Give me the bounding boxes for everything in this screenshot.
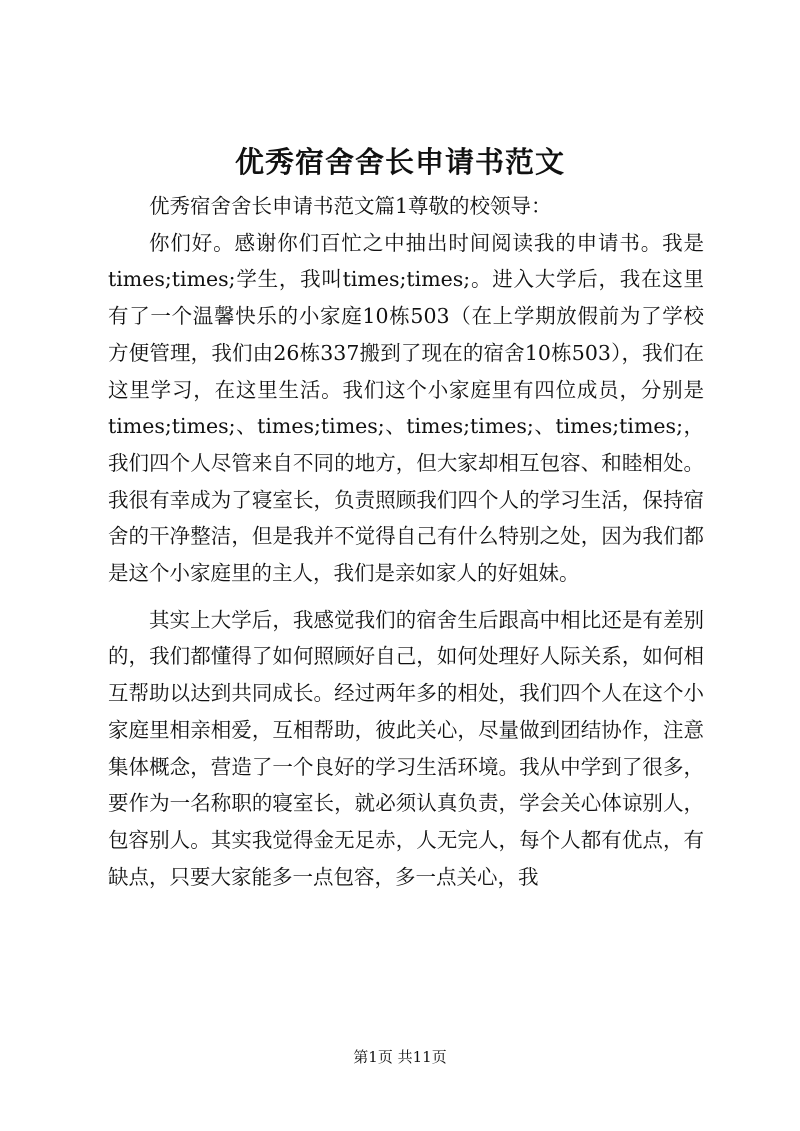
paragraph-greeting: 优秀宿舍舍长申请书范文篇1尊敬的校领导： bbox=[149, 194, 552, 218]
page-number-footer: 第1页 共11页 bbox=[353, 1048, 447, 1066]
paragraph-reflection: 其实上大学后，我感觉我们的宿舍生后跟高中相比还是有差别的，我们都懂得了如何照顾好自己，如何处理好人际关系，如何相互帮助以达到共同成长。经过两年多的相处，我们四个人在这个小家庭里相亲相爱，互相帮助，彼此关心，尽量做到团结协作，注意集体概念，营造了一个良好的学习生活环境。我从中学到了很多，要作为一名称职的寝室长，就必须认真负责，学会关心体谅别人，包容别人。其实我觉得金无足赤，人无完人，每个人都有优点，有缺点，只要大家能多一点包容，多一点关心，我 bbox=[108, 607, 704, 889]
document-title: 优秀宿舍舍长申请书范文 bbox=[234, 145, 565, 179]
paragraph-introduction: 你们好。感谢你们百忙之中抽出时间阅读我的申请书。我是times;times;学生，我叫times;times;。进入大学后，我在这里有了一个温馨快乐的小家庭10栋503（在上学期放假前为了学校方便管理，我们由26栋337搬到了现在的宿舍10栋503），我们在这里学习，在这里生活。我们这个小家庭里有四位成员，分别是times;times;、times;times;、times;times;、times;times;，我们四个人尽管来自不同的地方，但大家却相互包容、和睦相处。我很有幸成为了寝室长，负责照顾我们四个人的学习生活，保持宿舍的干净整洁，但是我并不觉得自己有什么特别之处，因为我们都是这个小家庭里的主人，我们是亲如家人的好姐妹。 bbox=[108, 230, 704, 586]
document-body bbox=[108, 188, 704, 895]
